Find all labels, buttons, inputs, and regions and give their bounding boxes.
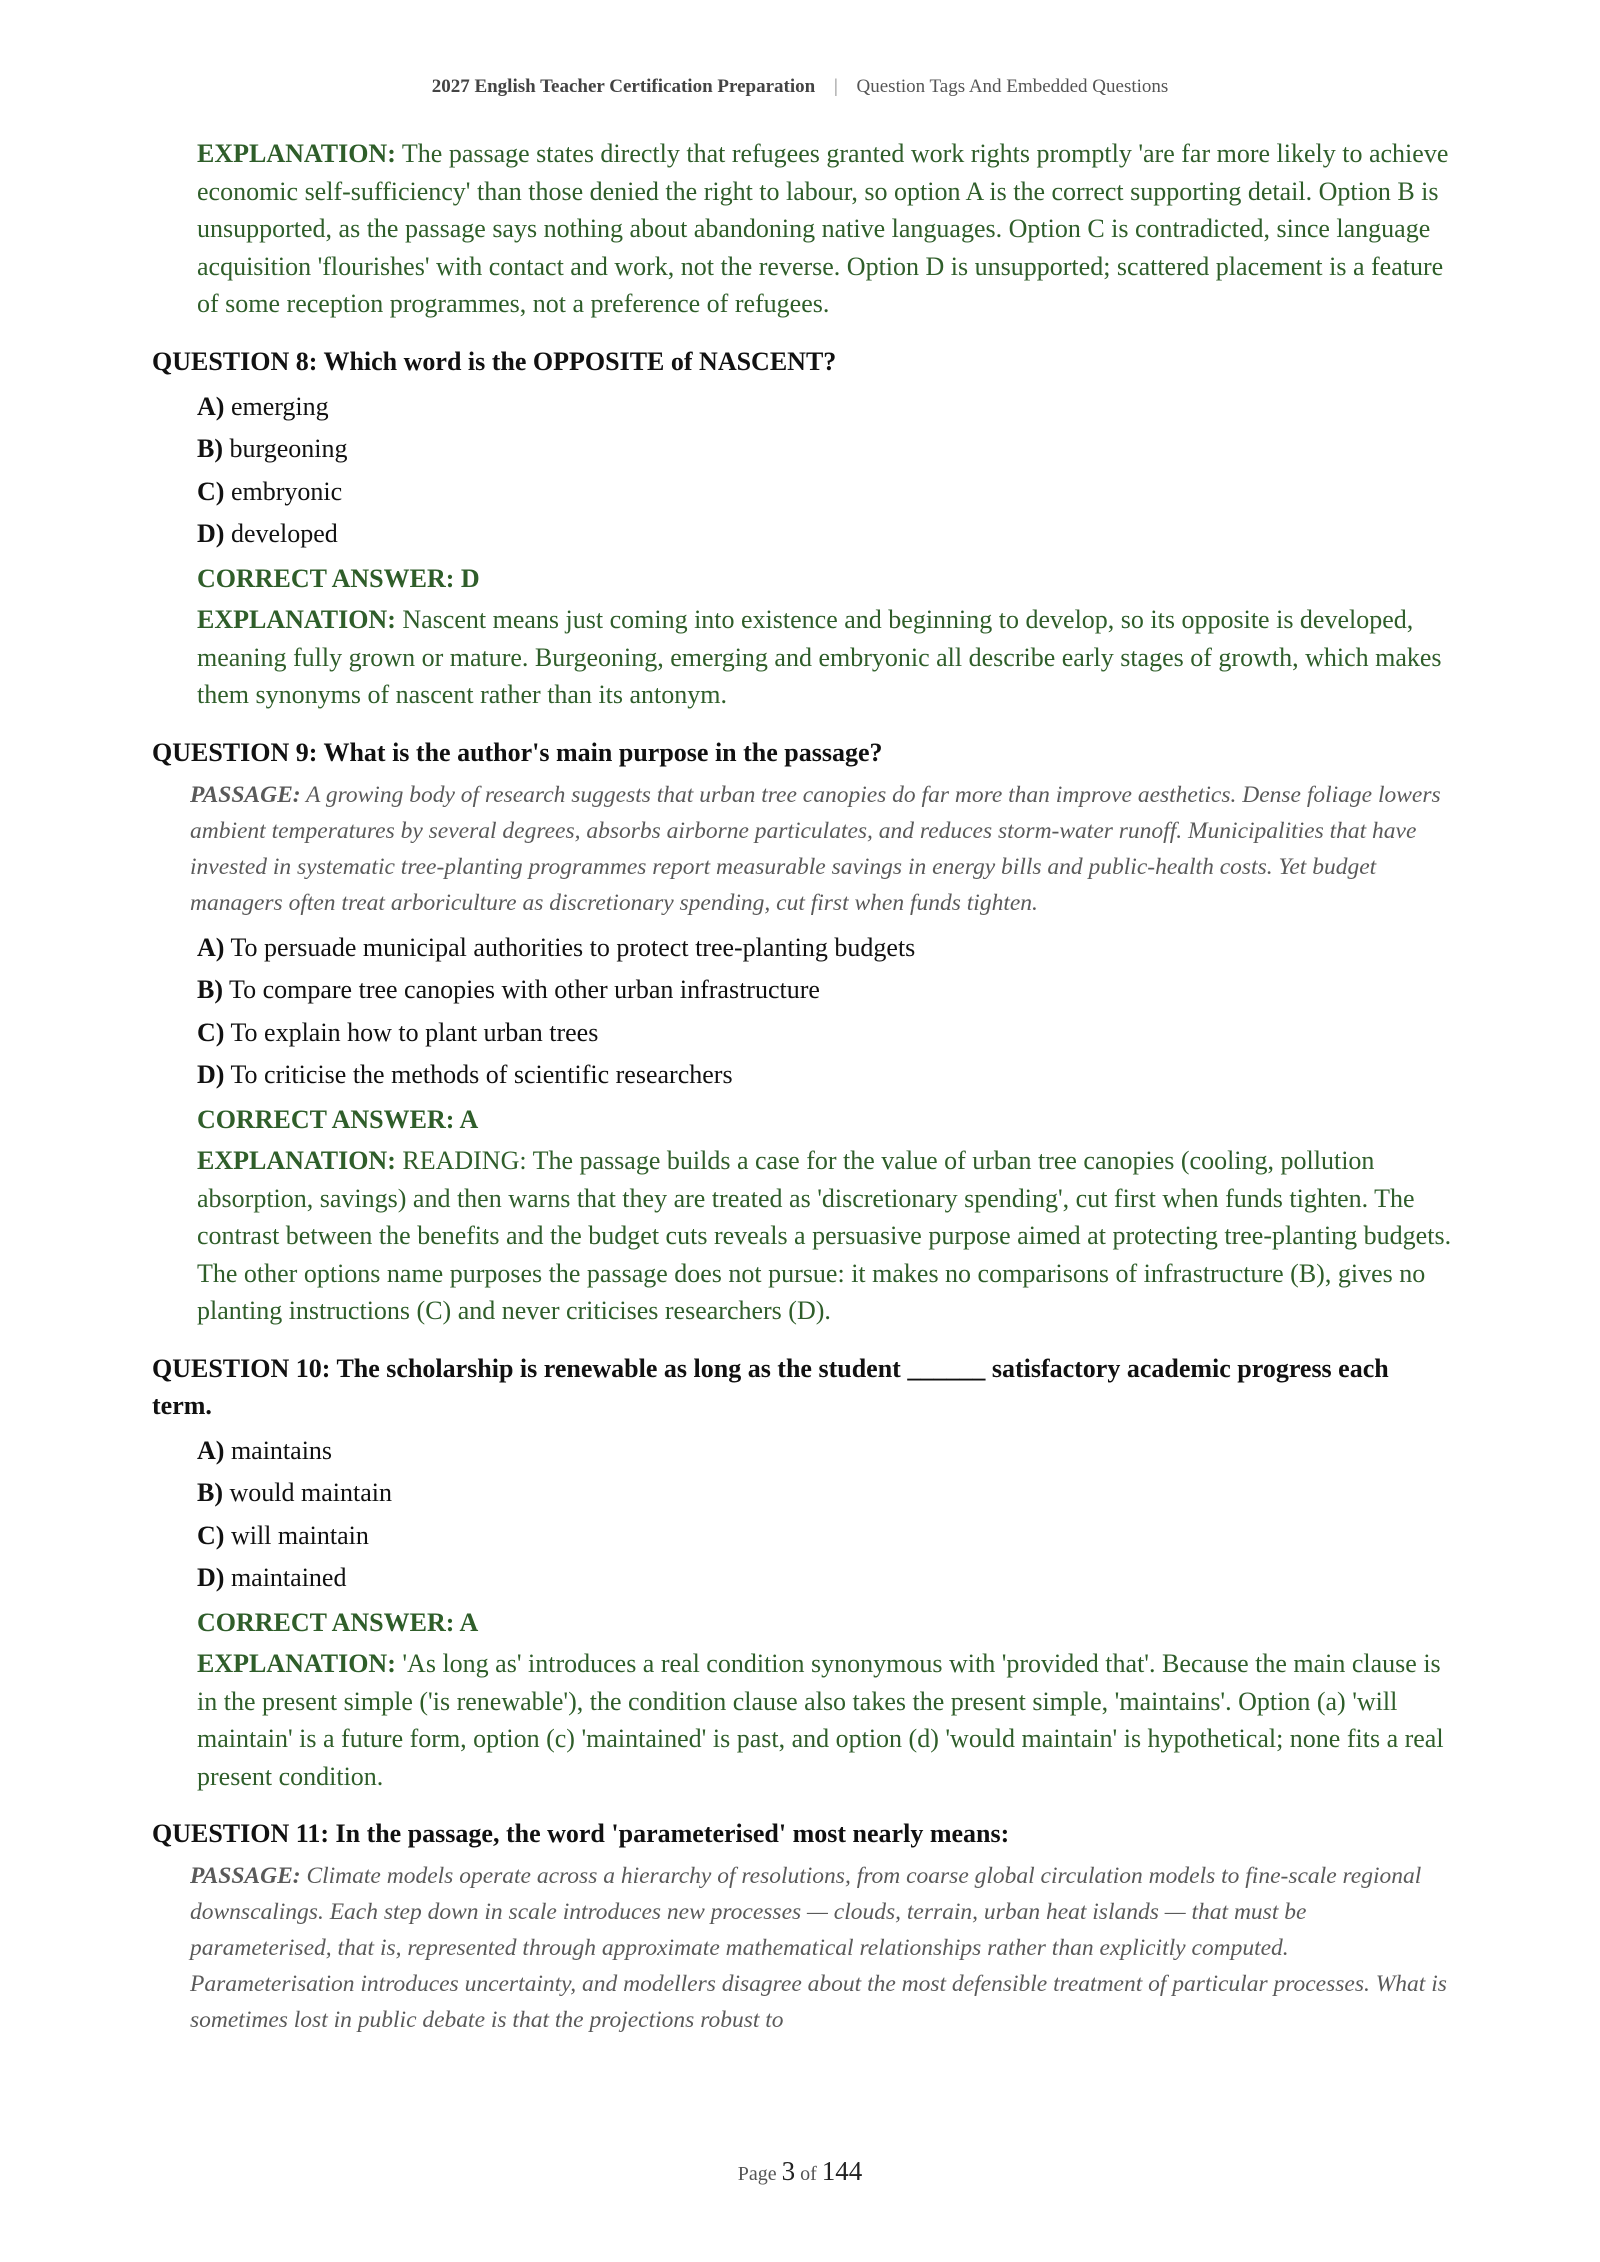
explanation-label: EXPLANATION: [197,605,396,634]
explanation-label: EXPLANATION: [197,1146,396,1175]
option-text: maintained [230,1563,347,1592]
section-title: Question Tags And Embedded Questions [856,76,1169,97]
q10-option-b [197,1472,1452,1515]
option-text: burgeoning [229,434,348,463]
page-header [0,76,1600,98]
q9-option-c [197,1012,1452,1055]
q9-option-b [197,969,1452,1012]
option-letter: D) [197,519,225,548]
q9-options [197,927,1452,1097]
page-content [152,135,1452,2044]
explanation-label: EXPLANATION: [197,1649,396,1678]
option-text: maintains [230,1435,333,1465]
q8-option-d [197,513,1452,556]
q10-explanation [197,1645,1452,1795]
q8-option-a [197,386,1452,429]
option-text: developed [230,519,338,548]
passage-text: Climate models operate across a hierarchy of resolutions, from coarse global circulation models to fine-scale regional downscalings. Each step down in scale introduces new processes — clouds, terrain, urban heat islands — that must be parameterised, that is, represented through approximate mathematical relationships rather than explicitly computed. Parameterisation introduces uncertainty, and modellers disagree about the most defensible treatment of particular processes. What is sometimes lost in public debate is that the projections robust to [190,1863,1447,2033]
option-text: embryonic [230,476,343,506]
option-letter: B) [197,1478,223,1507]
option-text: To criticise the methods of scientific researchers [230,1060,733,1089]
q10-option-d [197,1557,1452,1600]
option-letter: A) [197,391,225,421]
q10-option-a [197,1430,1452,1473]
q8-correct-answer: CORRECT ANSWER: D [197,563,480,593]
page-footer [0,2156,1600,2187]
q11-question: QUESTION 11: In the passage, the word 'parameterised' most nearly means: [152,1819,1010,1848]
option-letter: C) [197,476,225,506]
of-word: of [800,2163,817,2185]
q8-question: QUESTION 8: Which word is the OPPOSITE of NASCENT? [152,346,837,376]
q10-question: QUESTION 10: The scholarship is renewable as long as the student ______ satisfactory academic progress each term. [152,1353,1389,1420]
q10-option-c [197,1515,1452,1558]
q9-explanation [197,1142,1452,1330]
page-number: 3 [781,2156,796,2186]
option-letter: D) [197,1563,225,1592]
option-text: will maintain [230,1520,369,1550]
explanation-text: READING: The passage builds a case for the value of urban tree canopies (cooling, pollution absorption, savings) and then warns that they are treated as 'discretionary spending', cut first when funds tighten. The contrast between the benefits and the budget cuts reveals a persuasive purpose aimed at protecting tree-planting budgets. The other options name purposes the passage does not pursue: it makes no comparisons of infrastructure (B), gives no planting instructions (C) and never criticises researchers (D). [197,1146,1452,1325]
option-letter: B) [197,434,223,463]
q9-correct-answer: CORRECT ANSWER: A [197,1104,479,1134]
q9-passage [190,777,1452,921]
passage-label: PASSAGE: [190,781,301,808]
explanation-text: Nascent means just coming into existence and beginning to develop, so its opposite is developed, meaning fully grown or mature. Burgeoning, emerging and embryonic all describe early stages of growth, which makes them synonyms of nascent rather than its antonym. [197,605,1442,709]
page-word: Page [737,2163,777,2185]
passage-text: A growing body of research suggests that urban tree canopies do far more than improve aesthetics. Dense foliage lowers ambient temperatures by several degrees, absorbs airborne particulates, and reduces storm-water runoff. Municipalities that have invested in systematic tree-planting programmes report measurable savings in energy bills and public-health costs. Yet budget managers often treat arboriculture as discretionary spending, cut first when funds tighten. [190,781,1441,916]
option-letter: C) [197,1017,225,1047]
q8-option-c [197,471,1452,514]
explanation-label: EXPLANATION: [197,139,396,168]
header-separator: | [833,76,838,97]
q8-options [197,386,1452,556]
option-letter: C) [197,1520,225,1550]
option-text: emerging [230,391,329,421]
q10-options [197,1430,1452,1600]
q9-option-a [197,927,1452,970]
option-letter: B) [197,975,223,1004]
q8-option-b [197,428,1452,471]
option-text: To explain how to plant urban trees [230,1017,599,1047]
q11-passage [190,1858,1452,2038]
option-text: would maintain [229,1478,392,1507]
passage-label: PASSAGE: [190,1863,301,1889]
q7-explanation [197,135,1452,323]
explanation-text: 'As long as' introduces a real condition synonymous with 'provided that'. Because the main clause is in the present simple ('is renewable'), the condition clause also takes the present simple, 'maintains'. Option (a) 'will maintain' is a future form, option (c) 'maintained' is past, and option (d) 'would maintain' is hypothetical; none fits a real present condition. [197,1649,1444,1791]
option-text: To persuade municipal authorities to protect tree-planting budgets [230,932,916,962]
document-title: 2027 English Teacher Certification Preparation [431,76,816,97]
q9-option-d [197,1054,1452,1097]
q9-question: QUESTION 9: What is the author's main purpose in the passage? [152,737,883,767]
option-text: To compare tree canopies with other urban infrastructure [229,975,820,1004]
explanation-text: The passage states directly that refugees granted work rights promptly 'are far more likely to achieve economic self-sufficiency' than those denied the right to labour, so option A is the correct supporting detail. Option B is unsupported, as the passage says nothing about abandoning native languages. Option C is contradicted, since language acquisition 'flourishes' with contact and work, not the reverse. Option D is unsupported; scattered placement is a feature of some reception programmes, not a preference of refugees. [197,139,1449,318]
option-letter: A) [197,932,225,962]
option-letter: A) [197,1435,225,1465]
option-letter: D) [197,1060,225,1089]
q10-correct-answer: CORRECT ANSWER: A [197,1607,479,1637]
total-pages: 144 [821,2156,863,2186]
q8-explanation [197,601,1452,714]
